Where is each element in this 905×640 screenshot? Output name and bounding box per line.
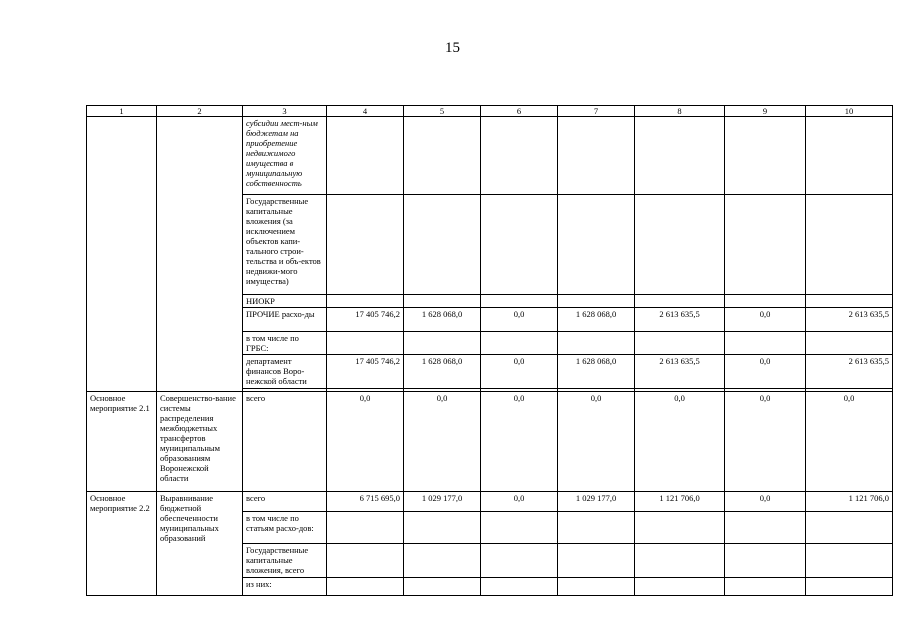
value-cell: 0,0 <box>481 392 558 492</box>
table-row-measure-2-1 <box>87 392 893 492</box>
header-row <box>87 106 893 117</box>
value-cell: 0,0 <box>725 392 806 492</box>
row-label-other: ПРОЧИЕ расхо-ды <box>243 308 327 332</box>
col-header-8: 8 <box>635 106 725 117</box>
value-cell: 1 121 706,0 <box>635 492 725 512</box>
col-header-2: 2 <box>157 106 243 117</box>
value-cell: 6 715 695,0 <box>327 492 404 512</box>
row-label-total: всего <box>243 392 327 492</box>
cell-col1-continued <box>87 117 157 392</box>
row-label-subsidies: субсидии мест-ным бюджетам на приобретение недвижимого имущества в муниципальную собственность <box>243 117 327 195</box>
value-cell: 2 613 635,5 <box>635 308 725 332</box>
row-label-niokr: НИОКР <box>243 295 327 308</box>
value-cell: 0,0 <box>481 355 558 389</box>
value-cell: 1 628 068,0 <box>404 308 481 332</box>
value-cell: 1 628 068,0 <box>404 355 481 389</box>
cell-col2-continued <box>157 117 243 392</box>
row-label-grbs: в том числе по ГРБС: <box>243 332 327 355</box>
row-label-articles: в том числе по статьям расхо-дов: <box>243 512 327 544</box>
measure-2-2-title: Основное мероприятие 2.2 <box>87 492 157 596</box>
col-header-3: 3 <box>243 106 327 117</box>
col-header-4: 4 <box>327 106 404 117</box>
row-label-total: всего <box>243 492 327 512</box>
value-cell: 0,0 <box>327 392 404 492</box>
col-header-9: 9 <box>725 106 806 117</box>
value-cell: 0,0 <box>481 308 558 332</box>
value-cell: 17 405 746,2 <box>327 355 404 389</box>
table-row-subsidies <box>87 117 893 195</box>
value-cell: 0,0 <box>725 492 806 512</box>
measure-2-1-description: Совершенство-вание системы распределения межбюджетных трансфертов муниципальным образованиям Воронежской области <box>157 392 243 492</box>
row-label-capital-total: Государственные капитальные вложения, всего <box>243 544 327 578</box>
table-row-measure-2-2 <box>87 492 893 512</box>
value-cell: 0,0 <box>725 308 806 332</box>
measure-2-2-description: Выравнивание бюджетной обеспеченности муниципальных образований <box>157 492 243 596</box>
value-cell: 1 029 177,0 <box>558 492 635 512</box>
value-cell: 2 613 635,5 <box>806 308 893 332</box>
row-label-department: департамент финансов Воро-нежской области <box>243 355 327 389</box>
row-label-capital: Государственные капитальные вложения (за исключением объектов капи-тального строи-тельства и объ-ектов недвижи-мого имущества) <box>243 195 327 295</box>
col-header-1: 1 <box>87 106 157 117</box>
budget-table <box>86 105 893 596</box>
value-cell: 1 029 177,0 <box>404 492 481 512</box>
col-header-5: 5 <box>404 106 481 117</box>
value-cell: 2 613 635,5 <box>635 355 725 389</box>
page-number: 15 <box>445 40 460 56</box>
col-header-10: 10 <box>806 106 893 117</box>
value-cell: 17 405 746,2 <box>327 308 404 332</box>
value-cell: 0,0 <box>558 392 635 492</box>
value-cell: 0,0 <box>404 392 481 492</box>
row-label-of-them: из них: <box>243 578 327 596</box>
value-cell: 0,0 <box>725 355 806 389</box>
value-cell: 1 628 068,0 <box>558 355 635 389</box>
value-cell: 0,0 <box>806 392 893 492</box>
col-header-6: 6 <box>481 106 558 117</box>
value-cell: 0,0 <box>635 392 725 492</box>
col-header-7: 7 <box>558 106 635 117</box>
value-cell: 1 121 706,0 <box>806 492 893 512</box>
value-cell: 1 628 068,0 <box>558 308 635 332</box>
measure-2-1-title: Основное мероприятие 2.1 <box>87 392 157 492</box>
value-cell: 0,0 <box>481 492 558 512</box>
value-cell: 2 613 635,5 <box>806 355 893 389</box>
